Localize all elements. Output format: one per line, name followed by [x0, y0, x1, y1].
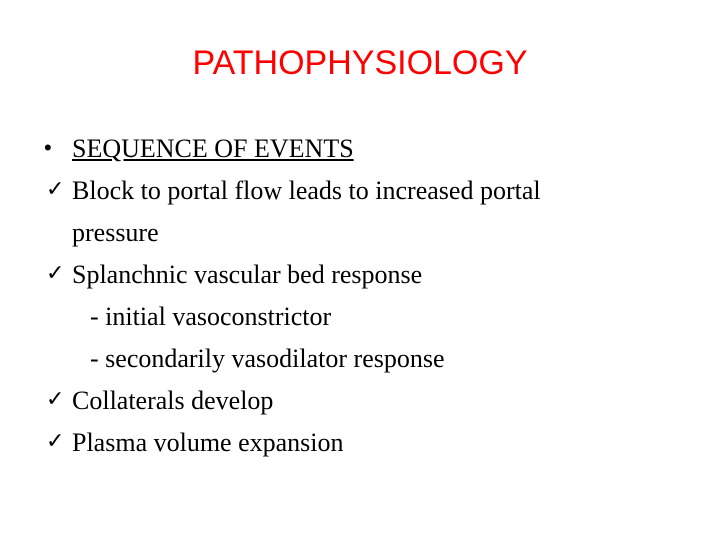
item-text: Splanchnic vascular bed response [72, 260, 423, 289]
sequence-heading: SEQUENCE OF EVENTS [72, 134, 354, 163]
item-text: Block to portal flow leads to increased portal [72, 176, 541, 205]
check-icon: ✓ [46, 429, 65, 454]
item-text-continued: pressure [72, 218, 159, 247]
slide-title: PATHOPHYSIOLOGY [192, 44, 528, 82]
item-text: Plasma volume expansion [72, 428, 344, 457]
sub-item-text: - initial vasoconstrictor [90, 302, 332, 331]
check-icon: ✓ [46, 177, 65, 202]
check-icon: ✓ [46, 261, 65, 286]
check-icon: ✓ [46, 387, 65, 412]
bullet-icon: • [44, 135, 52, 160]
sub-item-text: - secondarily vasodilator response [90, 344, 445, 373]
item-text: Collaterals develop [72, 386, 274, 415]
